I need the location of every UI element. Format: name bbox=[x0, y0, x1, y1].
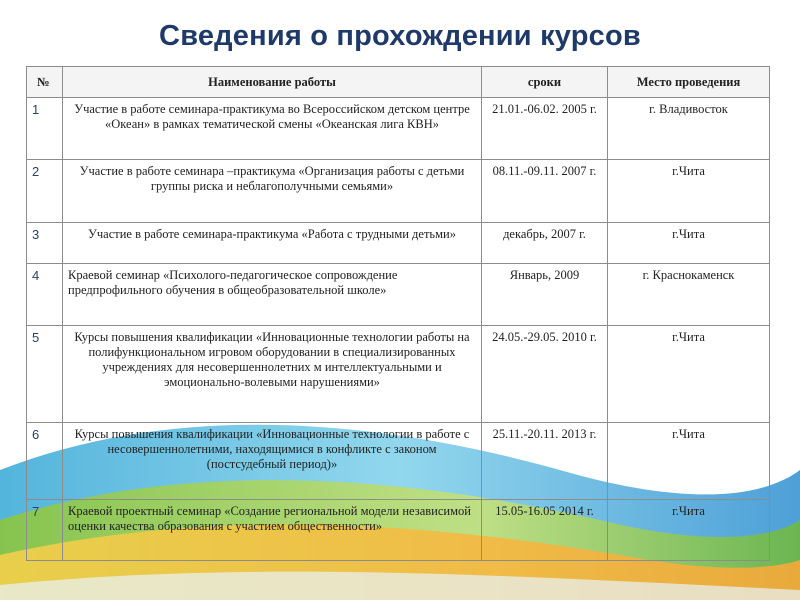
row-work: Краевой семинар «Психолого-педагогическое сопровождение предпрофильного обучения в общеобразовательной школе» bbox=[63, 264, 482, 326]
table-row bbox=[27, 423, 770, 500]
header-place: Место проведения bbox=[608, 67, 770, 98]
row-work: Участие в работе семинара-практикума во Всероссийском детском центре «Океан» в рамках тематической смены «Океанская лига КВН» bbox=[63, 98, 482, 160]
row-num: 2 bbox=[27, 160, 63, 223]
row-num: 3 bbox=[27, 223, 63, 264]
row-work: Курсы повышения квалификации «Инновационные технологии работы на полифункциональном игровом оборудовании в специализированных учреждениях для несовершеннолетних м интеллектуальными и эмоционально-волевыми нарушениями» bbox=[63, 326, 482, 423]
page-title: Сведения о прохождении курсов bbox=[159, 20, 641, 52]
row-dates: декабрь, 2007 г. bbox=[482, 223, 608, 264]
table-row bbox=[27, 160, 770, 223]
row-dates: 24.05.-29.05. 2010 г. bbox=[482, 326, 608, 423]
row-place: г. Краснокаменск bbox=[608, 264, 770, 326]
row-place: г. Владивосток bbox=[608, 98, 770, 160]
row-dates: 15.05-16.05 2014 г. bbox=[482, 500, 608, 561]
row-place: г.Чита bbox=[608, 160, 770, 223]
table-row bbox=[27, 264, 770, 326]
row-num: 4 bbox=[27, 264, 63, 326]
row-place: г.Чита bbox=[608, 223, 770, 264]
table-row bbox=[27, 326, 770, 423]
header-dates: сроки bbox=[482, 67, 608, 98]
row-dates: 21.01.-06.02. 2005 г. bbox=[482, 98, 608, 160]
row-num: 5 bbox=[27, 326, 63, 423]
row-num: 6 bbox=[27, 423, 63, 500]
row-work: Краевой проектный семинар «Создание региональной модели независимой оценки качества образования с участием общественности» bbox=[63, 500, 482, 561]
row-place: г.Чита bbox=[608, 326, 770, 423]
courses-table bbox=[26, 66, 770, 561]
table-header-row bbox=[27, 67, 770, 98]
row-dates: Январь, 2009 bbox=[482, 264, 608, 326]
row-work: Участие в работе семинара –практикума «Организация работы с детьми группы риска и неблагополучными семьями» bbox=[63, 160, 482, 223]
row-work: Участие в работе семинара-практикума «Работа с трудными детьми» bbox=[63, 223, 482, 264]
header-work: Наименование работы bbox=[63, 67, 482, 98]
row-work: Курсы повышения квалификации «Инновационные технологии в работе с несовершеннолетними, находящимися в конфликте с законом (постсудебный период)» bbox=[63, 423, 482, 500]
row-dates: 08.11.-09.11. 2007 г. bbox=[482, 160, 608, 223]
header-num: № bbox=[27, 67, 63, 98]
row-num: 1 bbox=[27, 98, 63, 160]
row-num: 7 bbox=[27, 500, 63, 561]
row-place: г.Чита bbox=[608, 423, 770, 500]
row-dates: 25.11.-20.11. 2013 г. bbox=[482, 423, 608, 500]
table-row bbox=[27, 500, 770, 561]
row-place: г.Чита bbox=[608, 500, 770, 561]
table-row bbox=[27, 223, 770, 264]
table-row bbox=[27, 98, 770, 160]
